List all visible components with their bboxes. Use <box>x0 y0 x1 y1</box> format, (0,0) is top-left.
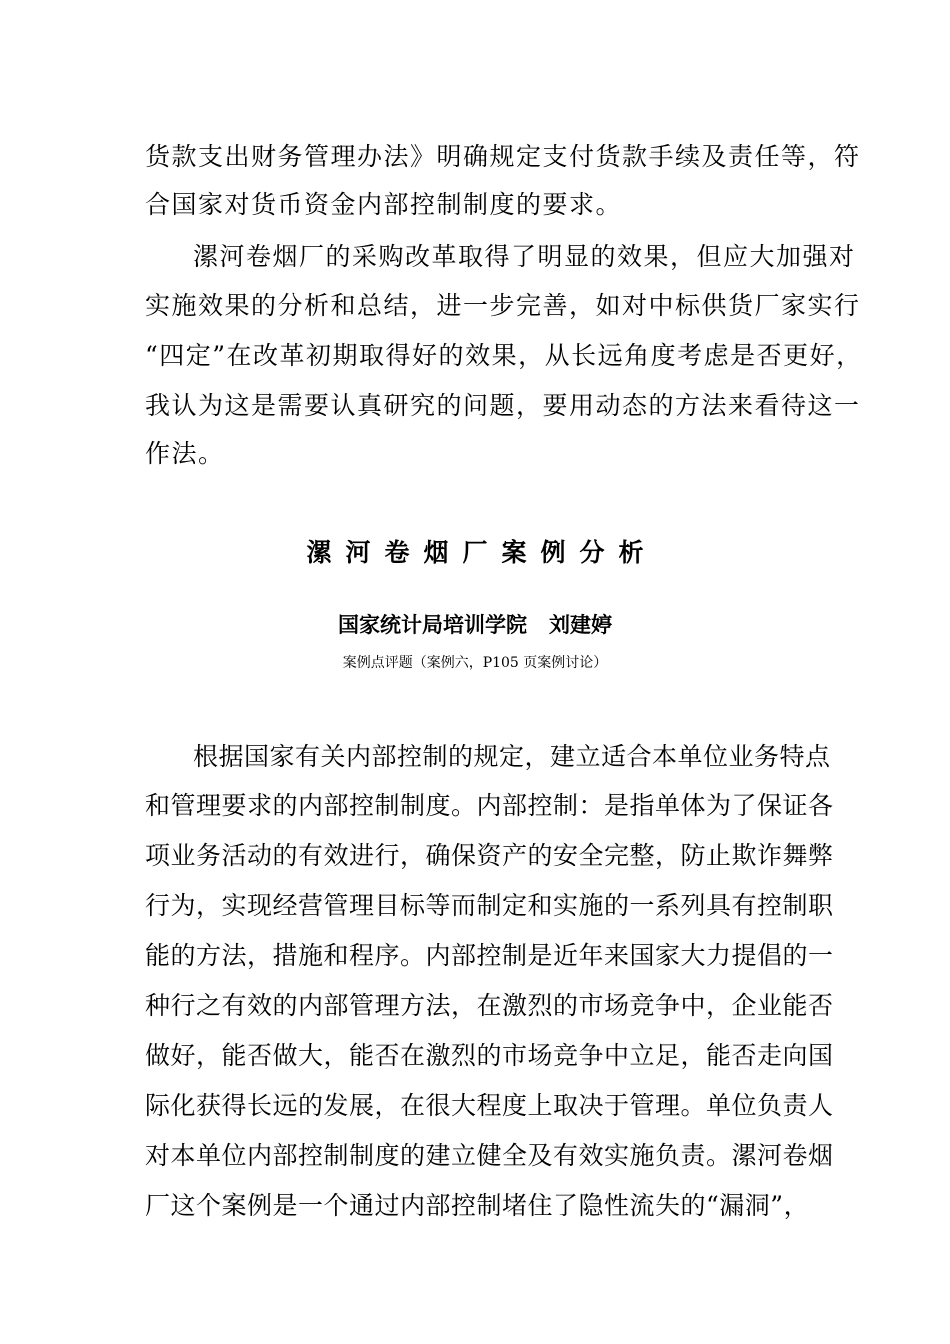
article-note: 案例点评题（案例六，P105 页案例讨论） <box>342 655 608 671</box>
text-line: 种行之有效的内部管理方法，在激烈的市场竞争中，企业能否 <box>145 991 834 1020</box>
text-line: 能的方法，措施和程序。内部控制是近年来国家大力提倡的一 <box>145 941 834 970</box>
text-line: 厂这个案例是一个通过内部控制堵住了隐性流失的“漏洞”， <box>145 1191 810 1220</box>
text-line: 项业务活动的有效进行，确保资产的安全完整，防止欺诈舞弊 <box>145 841 834 870</box>
text-line: “四定”在改革初期取得好的效果，从长远角度考虑是否更好， <box>145 341 863 370</box>
text-line: 际化获得长远的发展，在很大程度上取决于管理。单位负责人 <box>145 1091 834 1120</box>
text-line: 对本单位内部控制制度的建立健全及有效实施负责。漯河卷烟 <box>145 1141 834 1170</box>
text-line: 实施效果的分析和总结，进一步完善，如对中标供货厂家实行 <box>145 291 861 320</box>
author-organization: 国家统计局培训学院 <box>338 613 527 637</box>
article-title: 漯河卷烟厂案例分析 <box>306 538 658 567</box>
text-line: 我认为这是需要认真研究的问题，要用动态的方法来看待这一 <box>145 391 861 420</box>
author-name: 刘建婷 <box>549 613 612 637</box>
text-line: 作法。 <box>145 439 225 468</box>
article-author <box>0 609 950 639</box>
text-line: 做好，能否做大，能否在激烈的市场竞争中立足，能否走向国 <box>145 1041 834 1070</box>
paragraph-first-line: 漯河卷烟厂的采购改革取得了明显的效果，但应大加强对 <box>193 242 856 271</box>
text-line: 货款支出财务管理办法》明确规定支付货款手续及责任等，符 <box>145 142 861 171</box>
text-line: 合国家对货币资金内部控制制度的要求。 <box>145 190 623 219</box>
paragraph-first-line: 根据国家有关内部控制的规定，建立适合本单位业务特点 <box>193 742 831 771</box>
text-line: 行为，实现经营管理目标等而制定和实施的一系列具有控制职 <box>145 891 834 920</box>
text-line: 和管理要求的内部控制制度。内部控制：是指单体为了保证各 <box>145 791 834 820</box>
